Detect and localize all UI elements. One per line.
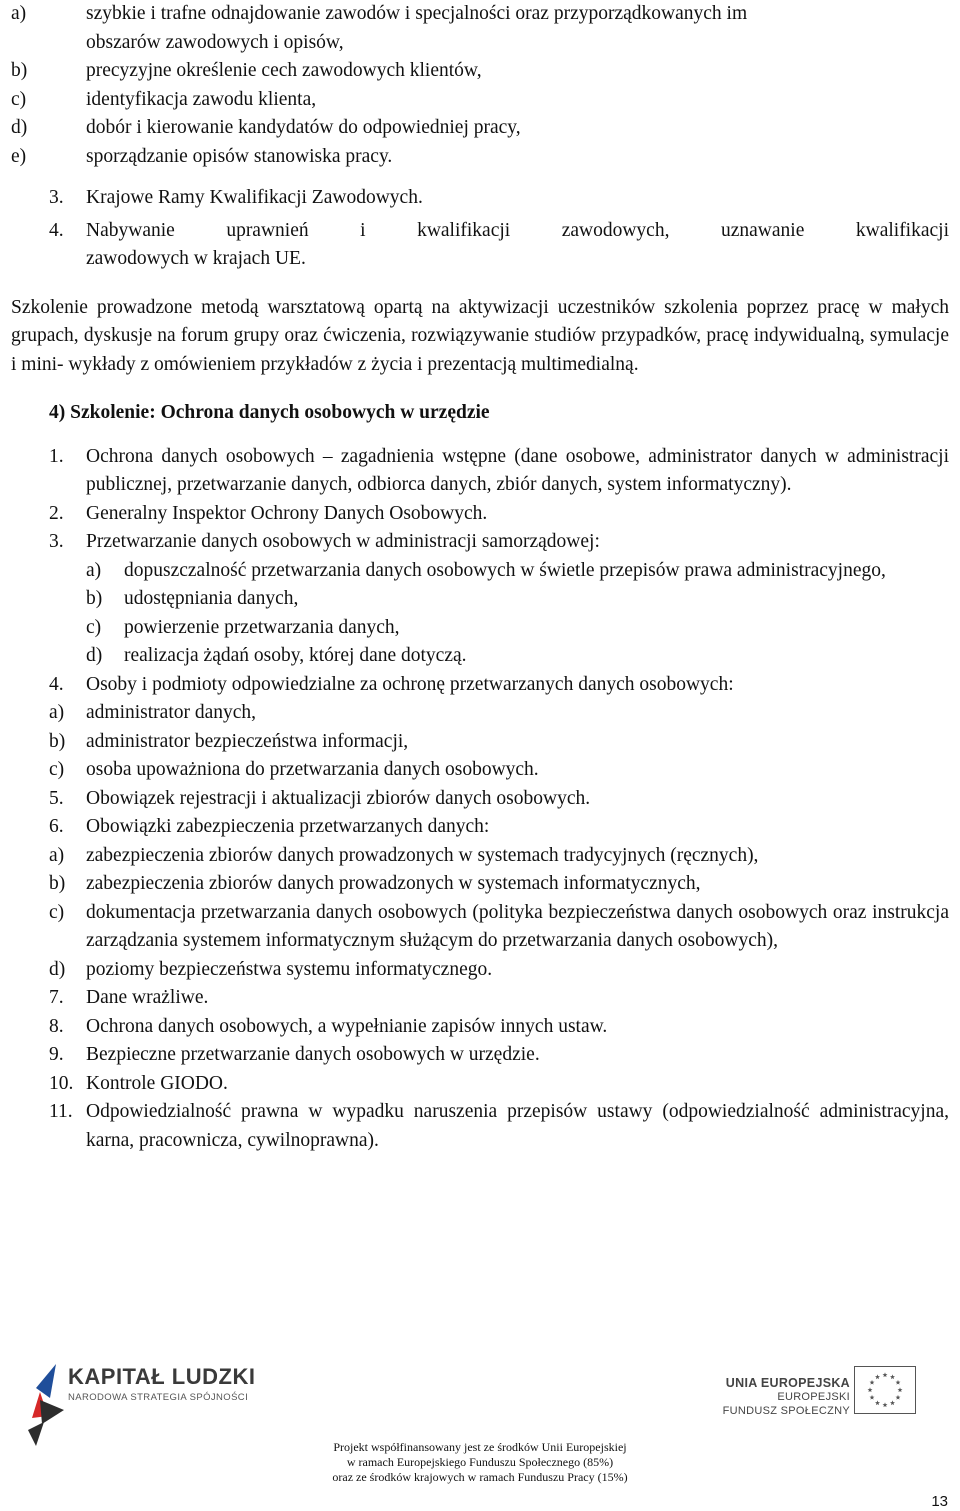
item-number: 3. [49, 187, 64, 208]
list-label: c) [11, 88, 27, 110]
item-number: 3. [49, 531, 64, 552]
sub-label: c) [49, 901, 65, 923]
item-number: 2. [49, 502, 64, 524]
kapital-ludzki-title: KAPITAŁ LUDZKI [68, 1364, 256, 1389]
item-number: 7. [49, 987, 64, 1008]
list-item [11, 57, 949, 86]
numbered-item [11, 1041, 949, 1070]
sub-text: administrator bezpieczeństwa informacji, [86, 730, 409, 752]
eu-label-line2: EUROPEJSKI [777, 1391, 850, 1403]
item-text: Dane wrażliwe. [86, 987, 209, 1008]
numbered-item [11, 443, 949, 500]
item-text: Bezpieczne przetwarzanie danych osobowych w urzędzie. [86, 1044, 540, 1065]
numbered-item [11, 984, 949, 1013]
kapital-ludzki-star-icon [26, 1358, 70, 1448]
numbered-item [11, 184, 949, 213]
sub-text: udostępniania danych, [124, 588, 299, 609]
sub-text: poziomy bezpieczeństwa systemu informatycznego. [86, 958, 493, 980]
sub-text: administrator danych, [86, 702, 257, 723]
item-number: 10. [49, 1072, 74, 1094]
funding-line3: oraz ze środków krajowych w ramach Funduszu Pracy (15%) [332, 1470, 628, 1484]
list-text: sporządzanie opisów stanowiska pracy. [86, 145, 393, 167]
numbered-item [11, 785, 949, 814]
sub-label: a) [86, 559, 102, 581]
item-text: Osoby i podmioty odpowiedzialne za ochronę przetwarzanych danych osobowych: [86, 673, 734, 695]
sub-label: c) [86, 616, 102, 638]
item-number: 9. [49, 1044, 64, 1065]
eu-flag-icon [854, 1366, 916, 1414]
item-text: Generalny Inspektor Ochrony Danych Osobowych. [86, 502, 488, 524]
eu-star-icon [883, 1402, 888, 1407]
section-heading: 4) Szkolenie: Ochrona danych osobowych w urzędzie [49, 402, 490, 423]
sub-text: dopuszczalność przetwarzania danych osobowych w świetle przepisów prawa administracyjnego, [124, 559, 886, 581]
item-text: Obowiązek rejestracji i aktualizacji zbiorów danych osobowych. [86, 787, 591, 809]
sub-text: osoba upoważniona do przetwarzania danych osobowych. [86, 759, 539, 780]
list-label: e) [11, 145, 27, 167]
list-item [11, 86, 949, 115]
item-continuation: zawodowych w krajach UE. [86, 248, 306, 269]
item-number: 8. [49, 1015, 64, 1037]
page-footer [0, 1340, 960, 1511]
sub-item [11, 756, 949, 785]
funding-line2: w ramach Europejskiego Funduszu Społecznego (85%) [346, 1455, 614, 1469]
page-number: 13 [931, 1493, 948, 1510]
item-number: 4. [49, 673, 64, 695]
eu-star-icon [890, 1400, 895, 1405]
item-number: 4. [49, 219, 64, 241]
item-text: Ochrona danych osobowych – zagadnienia wstępne (dane osobowe, administrator danych w administracji publicznej, przetwarzanie danych, odbiorca danych, zbiór danych, system informatyczny). [86, 445, 949, 495]
sub-label: a) [49, 702, 65, 723]
numbered-item [11, 1013, 949, 1042]
item-number: 1. [49, 445, 64, 467]
list-text: dobór i kierowanie kandydatów do odpowiedniej pracy, [86, 117, 521, 138]
eu-fund-label [723, 1376, 850, 1418]
list-label: d) [11, 117, 28, 138]
item-text: Odpowiedzialność prawna w wypadku naruszenia przepisów ustawy (odpowiedzialność administracyjna, karna, pracownicza, cywilnoprawna). [86, 1101, 949, 1151]
sub-item [11, 585, 949, 614]
sub-text: zabezpieczenia zbiorów danych prowadzonych w systemach tradycyjnych (ręcznych), [86, 844, 759, 866]
list-item-continuation: obszarów zawodowych i opisów, [86, 31, 344, 53]
list-text: identyfikacja zawodu klienta, [86, 88, 317, 110]
sub-item [11, 699, 949, 728]
list-text: szybkie i trafne odnajdowanie zawodów i specjalności oraz przyporządkowanych im [86, 3, 748, 24]
sub-text: realizacja żądań osoby, której dane dotyczą. [124, 645, 467, 666]
sub-label: b) [49, 873, 66, 894]
eu-star-icon [875, 1374, 880, 1379]
item-number: 5. [49, 787, 64, 809]
list-item [11, 114, 949, 143]
sub-item [11, 899, 949, 956]
list-item [11, 143, 949, 172]
sub-label: b) [86, 588, 103, 609]
eu-star-icon [890, 1374, 895, 1379]
numbered-item [11, 813, 949, 842]
item-text: Ochrona danych osobowych, a wypełnianie zapisów innych ustaw. [86, 1015, 608, 1037]
sub-text: zabezpieczenia zbiorów danych prowadzonych w systemach informatycznych, [86, 873, 701, 894]
funding-line1: Projekt współfinansowany jest ze środków Unii Europejskiej [333, 1440, 627, 1454]
eu-star-icon [898, 1387, 903, 1392]
eu-star-icon [875, 1400, 880, 1405]
item-text: Nabywanie uprawnień i kwalifikacji zawodowych, uznawanie kwalifikacji [86, 219, 949, 241]
sub-item [11, 842, 949, 871]
sub-item [11, 728, 949, 757]
eu-star-icon [868, 1387, 873, 1392]
sub-label: d) [86, 645, 103, 666]
numbered-item [11, 500, 949, 529]
eu-star-icon [883, 1372, 888, 1377]
eu-label-line3: FUNDUSZ SPOŁECZNY [722, 1405, 850, 1417]
sub-text: dokumentacja przetwarzania danych osobowych (polityka bezpieczeństwa danych osobowych oraz instrukcja zarządzania systemem informatycznym służącym do przetwarzania danych osobowych), [86, 901, 949, 951]
sub-label: c) [49, 759, 65, 780]
item-number: 6. [49, 816, 64, 837]
sub-item [11, 614, 949, 643]
item-text: Przetwarzanie danych osobowych w administracji samorządowej: [86, 531, 600, 552]
sub-text: powierzenie przetwarzania danych, [124, 616, 400, 638]
funding-note [290, 1440, 670, 1485]
eu-star-icon [896, 1380, 901, 1385]
method-paragraph: Szkolenie prowadzone metodą warsztatową opartą na aktywizacji uczestników szkolenia poprzez pracę w małych grupach, dyskusje na forum grupy oraz ćwiczenia, rozwiązywanie studiów przypadków, pracę indywidualną, symulacje i mini- wykłady z omówieniem przykładów z życia i prezentacją multimedialną. [11, 296, 949, 375]
eu-star-icon [870, 1380, 875, 1385]
sub-item [11, 557, 949, 586]
sub-label: d) [49, 958, 66, 980]
list-text: precyzyjne określenie cech zawodowych klientów, [86, 60, 482, 81]
numbered-item [11, 671, 949, 700]
list-label: b) [11, 60, 28, 81]
numbered-item [11, 1070, 949, 1099]
list-item [11, 0, 949, 29]
sub-label: a) [49, 844, 65, 866]
kapital-ludzki-subtitle: NARODOWA STRATEGIA SPÓJNOŚCI [68, 1392, 249, 1403]
sub-item [11, 956, 949, 985]
eu-label-line1: UNIA EUROPEJSKA [725, 1376, 850, 1390]
sub-item [11, 870, 949, 899]
list-label: a) [11, 3, 27, 24]
item-text: Krajowe Ramy Kwalifikacji Zawodowych. [86, 187, 423, 208]
eu-star-icon [896, 1395, 901, 1400]
document-body [11, 0, 949, 1155]
item-number: 11. [49, 1101, 73, 1122]
numbered-item [11, 1098, 949, 1155]
eu-star-icon [870, 1395, 875, 1400]
numbered-item [11, 528, 949, 557]
item-text: Obowiązki zabezpieczenia przetwarzanych danych: [86, 816, 490, 837]
sub-label: b) [49, 730, 66, 752]
sub-item [11, 642, 949, 671]
item-text: Kontrole GIODO. [86, 1072, 228, 1094]
numbered-item [11, 217, 949, 246]
